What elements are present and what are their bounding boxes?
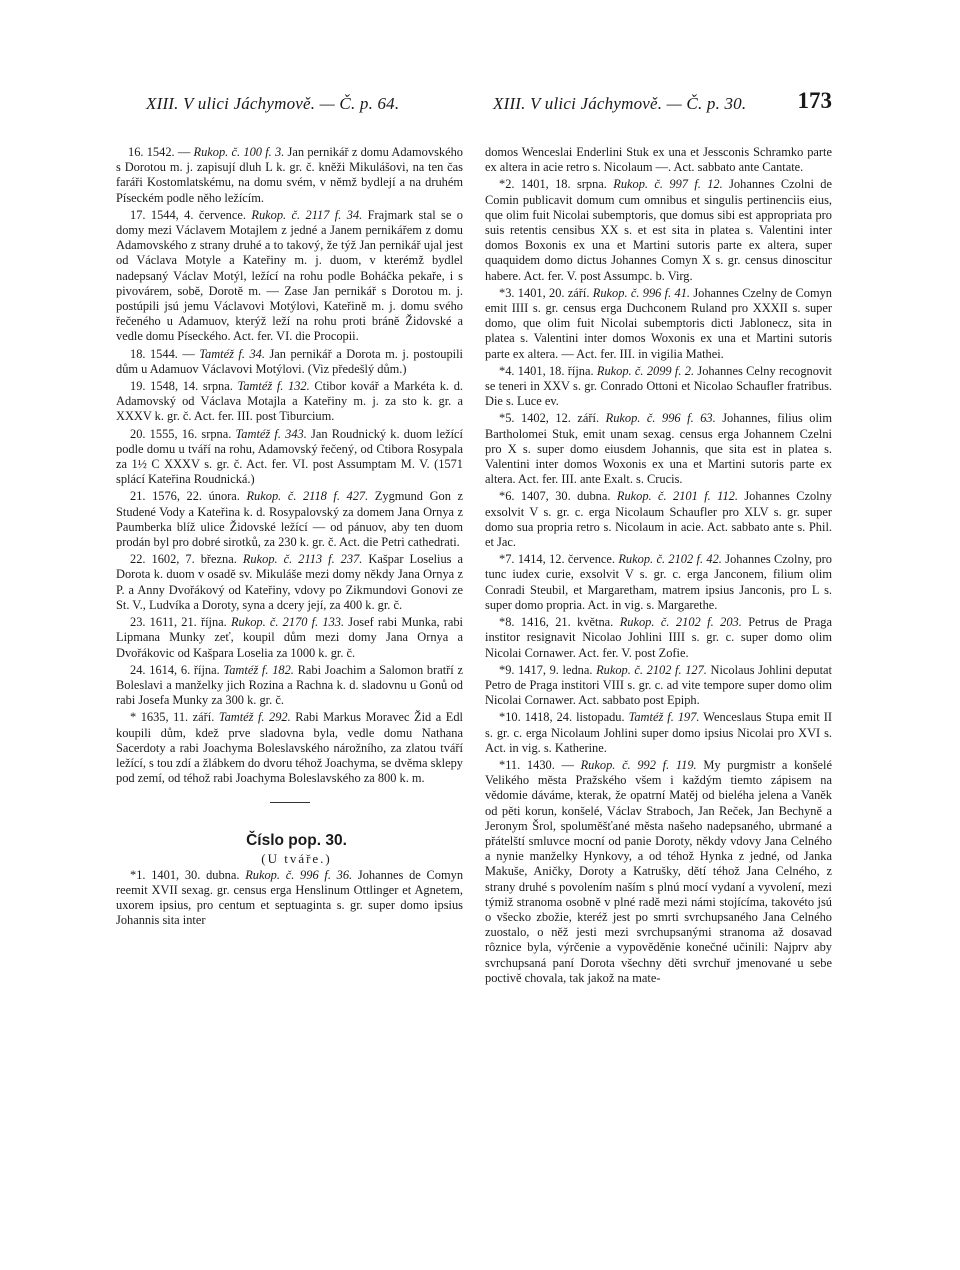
entry-23: 23. 1611, 21. října. Rukop. č. 2170 f. 133. Josef rabi Munka, rabi Lipmana Munky zeť, koupil dům mezi domy Jana Ornya a Dvořákovic od Kašpara Loselia za 1000 k. gr. č. xyxy=(116,615,463,660)
entry-30-7: *7. 1414, 12. července. Rukop. č. 2102 f. 42. Johannes Czolny, pro tunc iudex curie, exsolvit V s. gr. c. erga Janconem, filium olim Conradi Steubil, et Margaretham, matrem ipsius Janconis, pro L s. super domo propria. Act. in vig. s. Margarethe. xyxy=(485,552,832,612)
entry-1635: * 1635, 11. září. Tamtéž f. 292. Rabi Markus Moravec Žid a Edl koupili dům, kdež prve sladovna byla, vedle domu Nathana Sacerdoty a rabi Joachyma Boleslavského nárožního, za zlatou tváří ležící, s tou zdí a žlábkem do dvoru téhož Joachyma, se dvěma sklepy pod zemí, od téhož rabi Joachyma Boleslavského za 800 k. m. xyxy=(116,710,463,786)
entry-17: 17. 1544, 4. července. Rukop. č. 2117 f. 34. Frajmark stal se o domy mezi Václavem Motajlem z jedné a Janem pernikářem z domu Adamovského z strany druhé a to takový, že týž Jan pernikář ujal jest od Václava Motyle a Kateřiny m. j. duom, v kterémž bydlel nadepsaný Václav Motýl, ležící na rohu podle Boháčka pekaře, i s pivovárem, sobě, Dorotě m. — Zase Jan pernikář s Dorotou m. j. postúpili jsú jemu Václavovi Motýlovi, Kateřině m. j. domu svého řečeného u Adamuov, kterýž leží na rohu proti bráně Židovské a vedle domu Píseckého. Act. fer. VI. die Procopii. xyxy=(116,207,463,344)
entry-30-3: *3. 1401, 20. září. Rukop. č. 996 f. 41. Johannes Czelny de Comyn emit IIII s. gr. census erga Duchconem Ruland pro XXXII s. super domo, que olim fuit Nicolai subemptoris dicti Jablonecz, sita in platea s. Valentini inter domos Woxonis ex una et Martini sutoris parte ex altera. — Act. fer. III. in vigilia Mathei. xyxy=(485,285,832,361)
section-title: Číslo pop. 30. xyxy=(246,832,347,850)
entry-21: 21. 1576, 22. února. Rukop. č. 2118 f. 427. Zygmund Gon z Studené Vody a Kateřina k. d. Rosypalovský za domem Jana Ornya z Paumberka blíž ulice Židovské ležící — od pánuov, aby ten duom prodán byl pro dobré sirotků, za 230 k. gr. č. Act. die Petri cathedrati. xyxy=(116,489,463,550)
running-head-left: XIII. V ulici Jáchymově. — Č. p. 64. xyxy=(146,94,400,113)
running-head-right: XIII. V ulici Jáchymově. — Č. p. 30. xyxy=(493,94,747,113)
entry-18: 18. 1544. — Tamtéž f. 34. Jan pernikář a Dorota m. j. postoupili dům u Adamuov Václavovi Motýlovi. (Viz předešlý dům.) xyxy=(116,346,463,376)
entry-30-4: *4. 1401, 18. října. Rukop. č. 2099 f. 2. Johannes Celny recognovit se teneri in XXV s. gr. Conrado Ottoni et Nicolao Schaufler fratribus. Die s. Luce ev. xyxy=(485,363,832,409)
section-subtitle: (U tváře.) xyxy=(261,850,332,866)
entry-30-2: *2. 1401, 18. srpna. Rukop. č. 997 f. 12. Johannes Czolni de Comin publicavit domum cum omnibus et singulis pertinenciis eius, que olim fuit Nicolai subemptoris, que domus sibi est appropriata pro suis retentis censibus XX s. et est sita in platea s. Valentini inter domos Boxonis ex una et Martini sutoris parte ex altera, super quaquidem domo dictus Johannes Comyn X s. gr. census dinoscitur habere. Act. fer. V. post Assumpc. b. Virg. xyxy=(485,177,833,283)
entry-30-1: *1. 1401, 30. dubna. Rukop. č. 996 f. 36. Johannes de Comyn reemit XVII sexag. gr. census erga Henslinum Ottlinger et Agnetem, uxorem ipsius, pro centum et septuaginta s. gr. super domo ipsius Johannis sita inter xyxy=(116,867,464,928)
entry-30-8: *8. 1416, 21. května. Rukop. č. 2102 f. 203. Petrus de Praga institor resignavit Nicolao Johlini IIII s. gr. c. super domo olim Nicolai Cornawer. Act. fer. V. post Zofie. xyxy=(485,615,832,660)
entry-30-11: *11. 1430. — Rukop. č. 992 f. 119. My purgmistr a konšelé Velikého města Pražského všem i každým tiemto zápisem na vědomie dáváme, kterak, že opatrní Matěj od bieléha jelena a Vaněk od pěti korun, konšelé, Václav Straboch, Jan Reček, Jan Bechyně a Jeronym Šrol, spoluměšťané města našeho nadepsaného, ubrmané a přátelští smluvce mocní od panie Doroty, někdy vdovy Jana Celného a nynie manželky Hynkovy, a od téhož Hynka z jedné, od Janka Makuše, Aničky, Doroty a Katrušky, dětí téhož Jana Celného, z strany druhé s povolením naším s plnú mocí vydaní a vyvolení, mezi týmiž stranoma osobně v plné radě mezi námi stojícíma, takovéto jsú o všecko zbožie, kteréž jest po smrti svrchupsaného Jana Celného zuostalo, o něž jesti mezi svrchupsanými stranoma až dosavad rôznice byla, výrčenie a vypověděnie konečné učinili: Najprv aby svrchupsaná paní Dorota všechny děti svrchuř jmenované u sebe poctivě chovala, tak jakož na mate- xyxy=(485,757,832,985)
entry-20: 20. 1555, 16. srpna. Tamtéž f. 343. Jan Roudnický k. duom ležící podle domu u tváří na rohu, Adamovský řečený, od Ctibora Rosypala za 1½ C XXXV s. gr. č. Act. fer. VI. post Assumptam M. V. (1571 splácí Kateřina Roudnická.) xyxy=(116,426,463,487)
left-column xyxy=(116,145,463,931)
entry-24: 24. 1614, 6. října. Tamtéž f. 182. Rabi Joachim a Salomon bratří z Boleslavi a manželky jich Rozina a Rachna k. d. sladovnu u Gonů od rabi Josefa Munky za 300 k. gr. č. xyxy=(116,662,463,708)
section-divider xyxy=(270,802,310,803)
entry-30-5: *5. 1402, 12. září. Rukop. č. 996 f. 63. Johannes, filius olim Bartholomei Stuk, emit unam sexag. census erga Johannem Czelni pro X s. super domo eiusdem Johannis, que sita est in platea s. Valentini inter domos Woxonis ex una et Martini sutoris parte ex altera. Act. fer. III. ante Exalt. s. Crucis. xyxy=(485,411,832,487)
entry-30-1-continued: domos Wenceslai Enderlini Stuk ex una et Jessconis Schramko parte ex altera in acie retro s. Nicolaum —. Act. sabbato ante Cantate. xyxy=(485,145,832,175)
entry-30-10: *10. 1418, 24. listopadu. Tamtéž f. 197. Wenceslaus Stupa emit II s. gr. c. erga Nicolaum Johlini super domo ipsius Nicolai pro XVI s. Act. in vig. s. Katherine. xyxy=(485,710,832,755)
running-header xyxy=(116,88,832,118)
entry-16: 16. 1542. — Rukop. č. 100 f. 3. Jan pernikář z domu Adamovského s Dorotou m. j. zapisují dluh L k. gr. č. kněži Mikulášovi, na ten čas faráři Kostomlatskému, na domu svém, v němž bydlejí a na druhém Píseckém podle něho ležícím. xyxy=(116,145,463,205)
entry-30-6: *6. 1407, 30. dubna. Rukop. č. 2101 f. 112. Johannes Czolny exsolvit V s. gr. c. erga Nicolaum Schaufler pro XLV s. gr. super domo sua propria retro s. Nicolaum in acie. Act. sabbato ante s. Phil. et Jac. xyxy=(485,489,832,550)
entry-22: 22. 1602, 7. března. Rukop. č. 2113 f. 237. Kašpar Loselius a Dorota k. duom v osadě sv. Mikuláše mezi domy někdy Jana Ornya z P. a Anny Dvořákový od Kateřiny, vdovy po Zikmundovi Gonovi ze St. V., Ludvíka a Doroty, syna a dcery její, za 400 k. gr. č. xyxy=(116,552,464,612)
entry-19: 19. 1548, 14. srpna. Tamtéž f. 132. Ctibor kovář a Markéta k. d. Adamovský od Václava Motajla a Kateřiny m. j. za sto k. gr. a XXXV k. gr. č. Act. fer. III. post Tiburcium. xyxy=(116,379,463,424)
right-column xyxy=(485,145,832,988)
entry-30-9: *9. 1417, 9. ledna. Rukop. č. 2102 f. 127. Nicolaus Johlini deputat Petro de Praga institori VIII s. gr. c. ad vite tempore super domo olim Nicolai Cornawer. Act. sabbato post Epiph. xyxy=(485,662,832,708)
page-number: 173 xyxy=(797,88,832,113)
